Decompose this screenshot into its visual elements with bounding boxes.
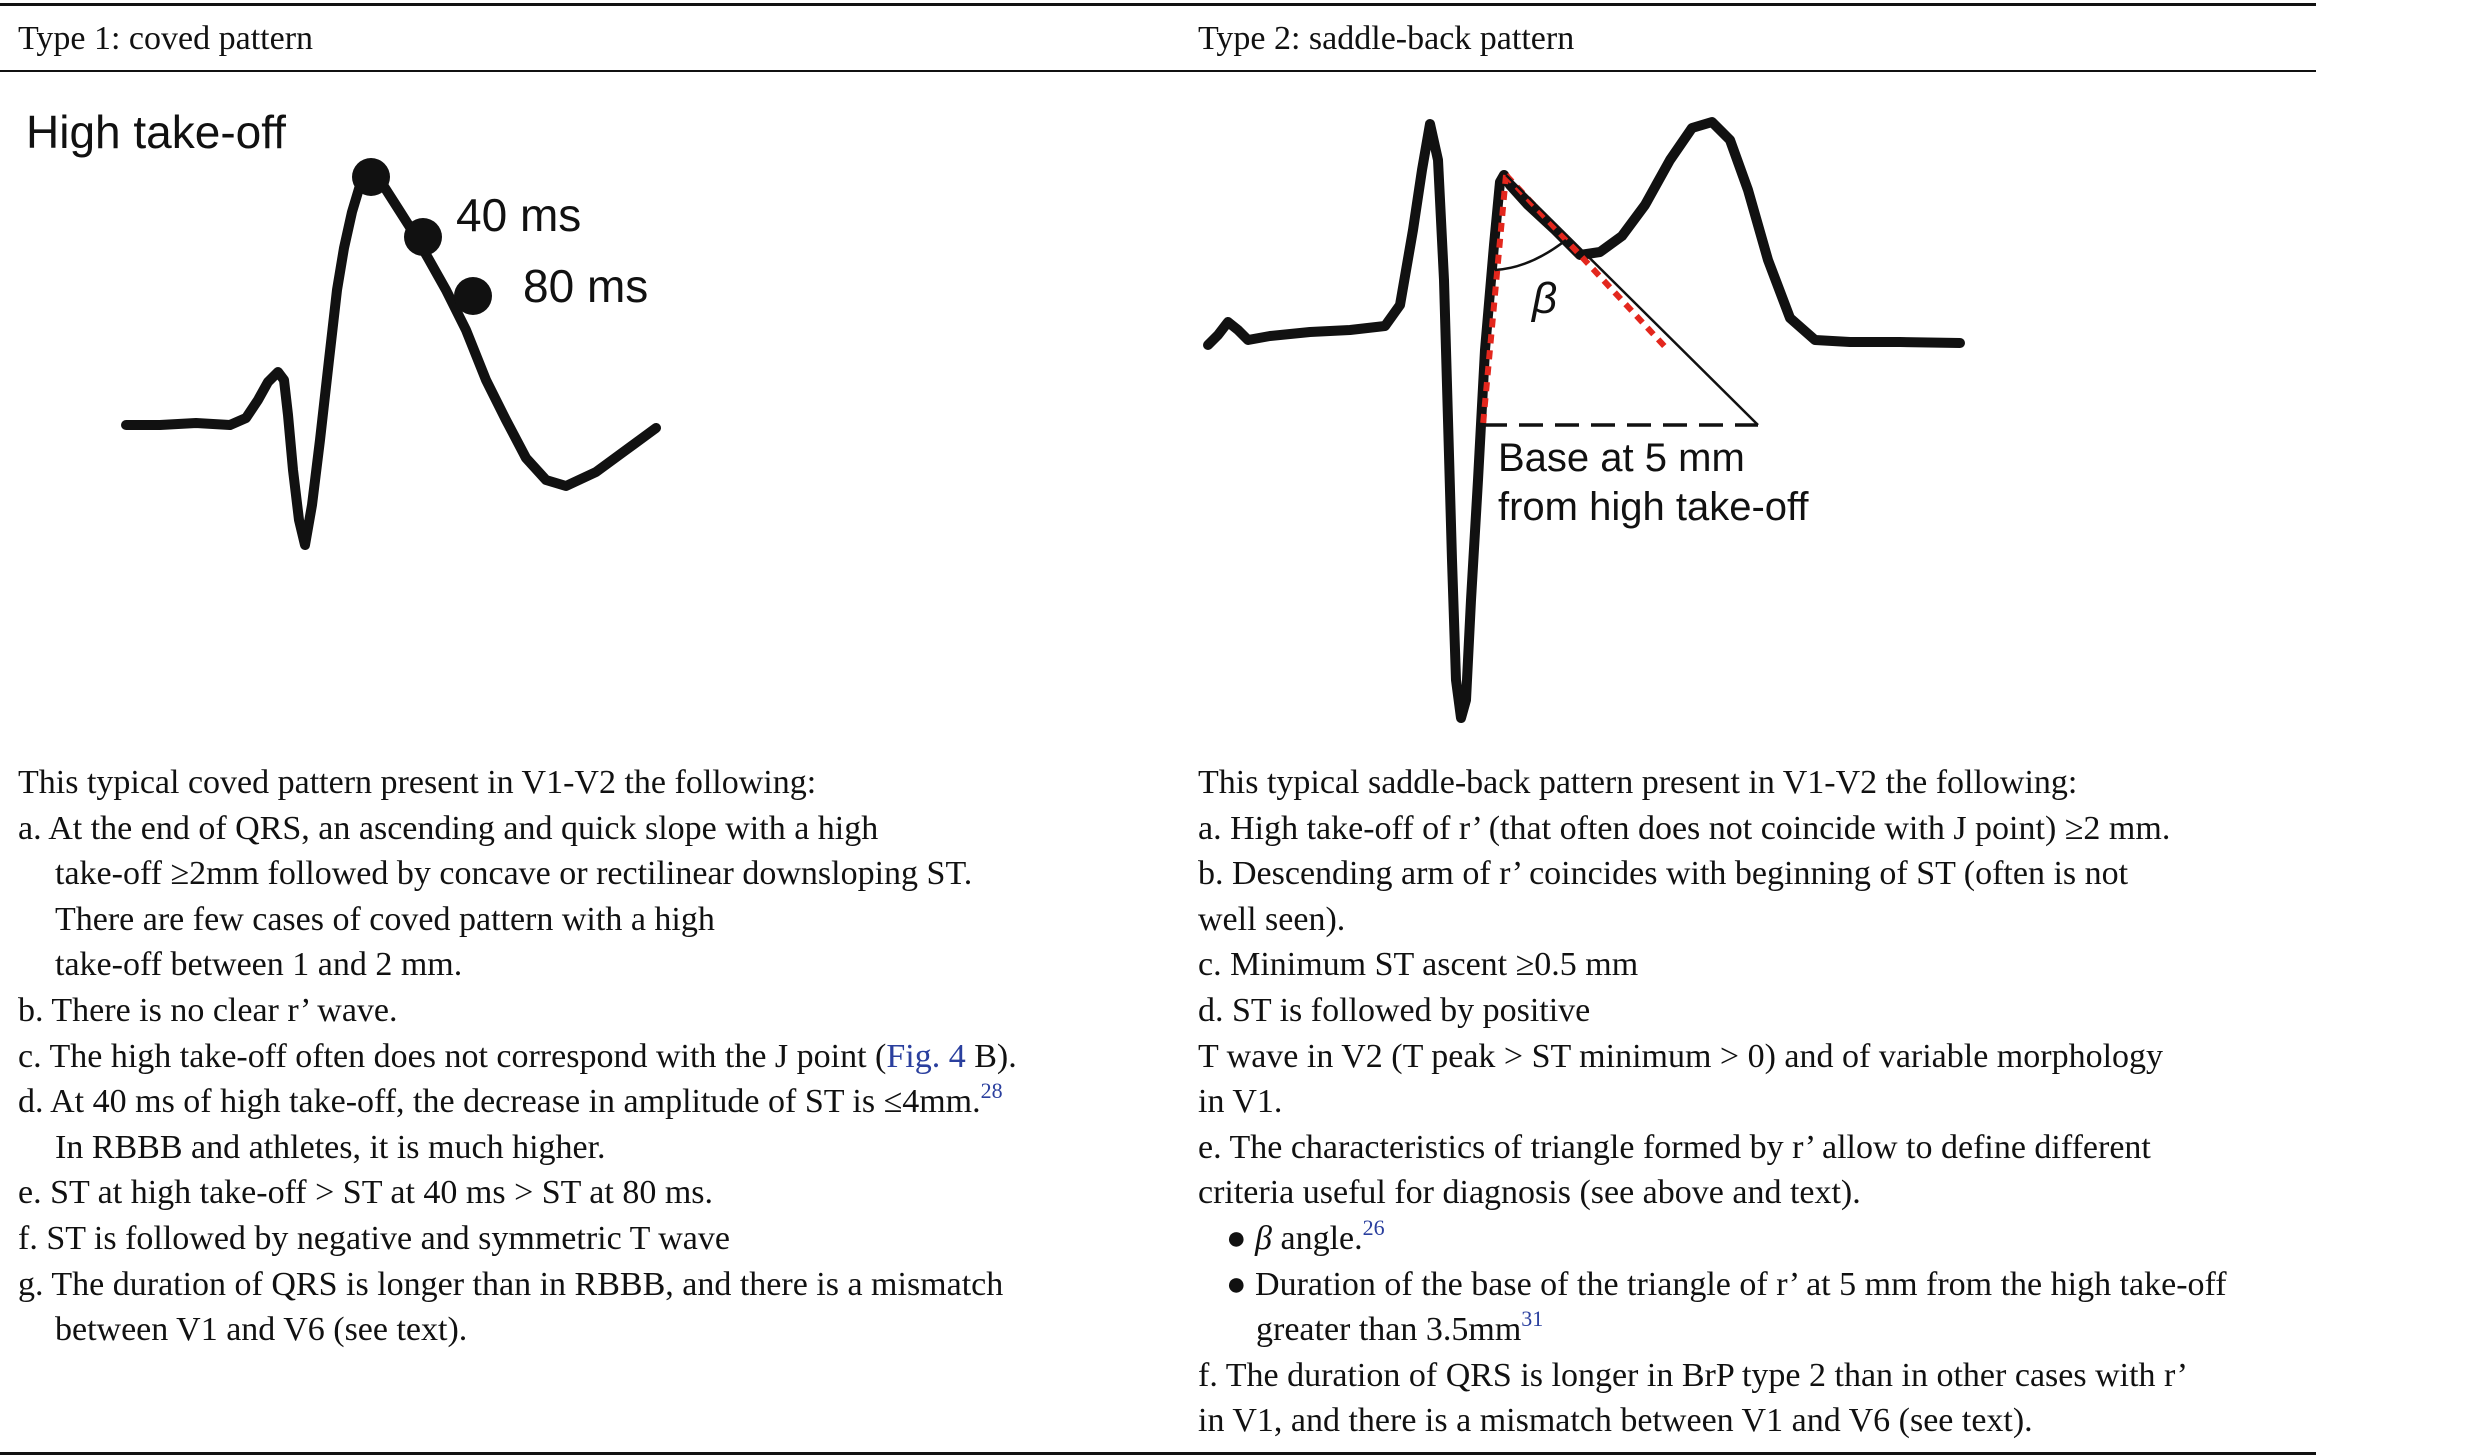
high-takeoff-point <box>352 158 390 196</box>
header-type2: Type 2: saddle-back pattern <box>1198 20 1575 57</box>
coved-item-c-post: B). <box>965 1037 1017 1075</box>
point-80ms <box>454 277 492 315</box>
base-label-line1: Base at 5 mm <box>1498 436 1745 480</box>
saddle-item-b-line1: b. Descending arm of r’ coincides with beginning of ST (often is not <box>1198 855 2129 893</box>
coved-item-c-pre: c. The high take-off often does not correspond with the J point ( <box>18 1037 887 1075</box>
saddle-item-a: a. High take-off of r’ (that often does not coincide with J point) ≥2 mm. <box>1198 809 2171 847</box>
label-40ms: 40 ms <box>456 189 582 241</box>
saddle-item-c: c. Minimum ST ascent ≥0.5 mm <box>1198 946 1639 984</box>
coved-item-c <box>18 1034 1148 1080</box>
beta-angle-arc <box>1495 240 1566 270</box>
coved-item-e: e. ST at high take-off > ST at 40 ms > ST at 80 ms. <box>18 1174 714 1212</box>
saddle-item-e-line2: criteria useful for diagnosis (see above and text). <box>1198 1174 1861 1212</box>
coved-description <box>18 760 1148 1353</box>
saddle-intro: This typical saddle-back pattern present in V1-V2 the following: <box>1198 764 2078 801</box>
bullet-dot-icon: ● <box>1226 1265 1256 1303</box>
coved-item-a-line4: take-off between 1 and 2 mm. <box>55 946 463 984</box>
coved-pattern-figure <box>26 106 656 545</box>
bullet-beta-symbol: β <box>1255 1219 1272 1257</box>
bullet-dot-icon: ● <box>1226 1219 1256 1257</box>
saddleback-ecg-trace <box>1208 122 1960 718</box>
coved-item-g-line1: g. The duration of QRS is longer than in RBBB, and there is a mismatch <box>18 1265 1004 1303</box>
saddle-item-e-line1: e. The characteristics of triangle formed by r’ allow to define different <box>1198 1128 2151 1166</box>
saddle-item-d-line3: in V1. <box>1198 1083 1283 1121</box>
coved-item-a-line2: take-off ≥2mm followed by concave or rectilinear downsloping ST. <box>55 855 973 893</box>
coved-item-f: f. ST is followed by negative and symmetric T wave <box>18 1219 730 1257</box>
header-type1: Type 1: coved pattern <box>18 20 314 57</box>
saddle-back-pattern-figure <box>1208 122 1960 718</box>
saddleback-description <box>1198 760 2318 1444</box>
fig4-link[interactable]: Fig. 4 <box>886 1037 966 1075</box>
base-label-line2: from high take-off <box>1498 485 1809 529</box>
saddle-item-d-line2: T wave in V2 (T peak > ST minimum > 0) and of variable morphology <box>1198 1037 2164 1075</box>
bullet-base-text-cont: greater than 3.5mm <box>1256 1311 1522 1349</box>
high-takeoff-title: High take-off <box>26 106 286 158</box>
coved-item-d-line1 <box>18 1079 1148 1125</box>
label-80ms: 80 ms <box>523 260 649 312</box>
saddle-item-f-line1: f. The duration of QRS is longer in BrP type 2 than in other cases with r’ <box>1198 1356 2188 1394</box>
saddle-item-d-line1: d. ST is followed by positive <box>1198 991 1591 1029</box>
point-40ms <box>404 218 442 256</box>
coved-item-a-line3: There are few cases of coved pattern with a high <box>55 900 715 938</box>
coved-intro: This typical coved pattern present in V1-V2 the following: <box>18 764 817 801</box>
coved-item-d-line2: In RBBB and athletes, it is much higher. <box>55 1128 606 1166</box>
coved-item-a-line1: a. At the end of QRS, an ascending and quick slope with a high <box>18 809 879 847</box>
ref-26-link[interactable]: 26 <box>1362 1214 1385 1240</box>
saddle-bullet-beta <box>1198 1216 2318 1262</box>
ref-28-link[interactable]: 28 <box>980 1077 1003 1103</box>
saddle-item-b-line2: well seen). <box>1198 900 1346 938</box>
saddle-bullet-base-line2 <box>1198 1307 2318 1353</box>
beta-label: β <box>1532 274 1558 323</box>
coved-item-g-line2: between V1 and V6 (see text). <box>55 1311 468 1349</box>
coved-item-d-text: d. At 40 ms of high take-off, the decrease in amplitude of ST is ≤4mm. <box>18 1083 981 1121</box>
bullet-base-text: Duration of the base of the triangle of r’ at 5 mm from the high take-off <box>1255 1265 2227 1303</box>
ref-31-link[interactable]: 31 <box>1521 1305 1544 1331</box>
saddle-item-f-line2: in V1, and there is a mismatch between V1 and V6 (see text). <box>1198 1402 2033 1440</box>
saddle-bullet-base-line1 <box>1198 1262 2318 1308</box>
bullet-beta-text: angle. <box>1271 1219 1363 1257</box>
coved-item-b: b. There is no clear r’ wave. <box>18 991 398 1029</box>
